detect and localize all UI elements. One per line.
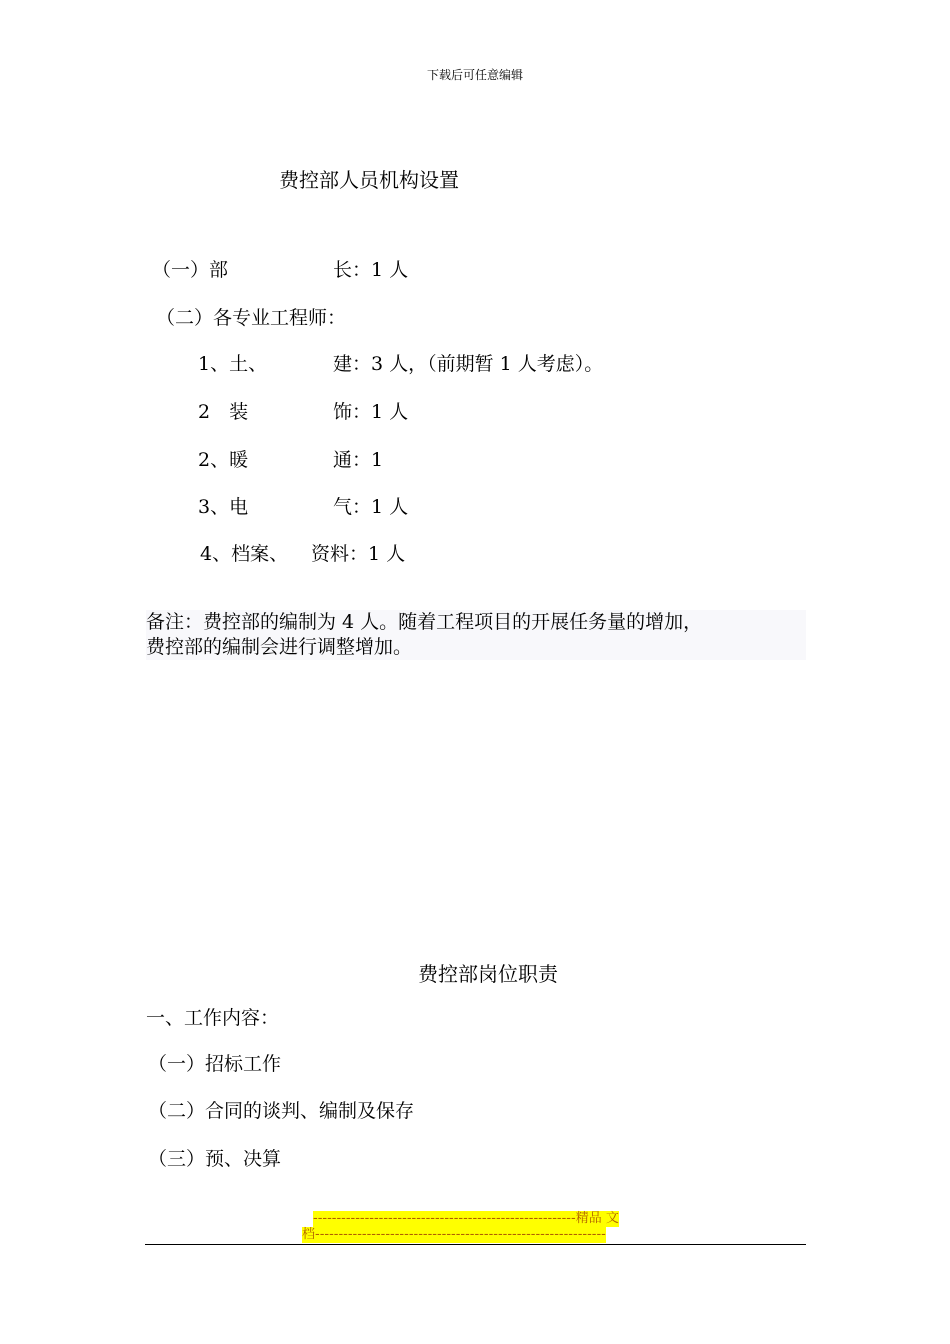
row-director-value: 长：1 人 <box>333 259 409 281</box>
item-electrical-value: 气：1 人 <box>333 496 409 518</box>
remark-line-1: 备注：费控部的编制为 4 人。随着工程项目的开展任务量的增加， <box>146 611 703 633</box>
section-title-duties: 费控部岗位职责 <box>418 962 558 986</box>
footer-watermark-line-2: 档-------------------------------------------------------------- <box>302 1227 606 1242</box>
duties-heading: 一、工作内容： <box>146 1007 280 1029</box>
duty-item-contracts: （二）合同的谈判、编制及保存 <box>148 1100 415 1122</box>
row-director-label: （一）部 <box>152 259 229 281</box>
remark-line-2: 费控部的编制会进行调整增加。 <box>146 636 413 658</box>
item-hvac-label: 2、暖 <box>198 449 249 471</box>
item-archives-label: 4、档案、 <box>200 543 289 565</box>
item-civil-value: 建：3 人，（前期暂 1 人考虑）。 <box>333 353 604 375</box>
item-archives-value: 资料：1 人 <box>311 543 406 565</box>
remark-block <box>146 610 806 660</box>
item-hvac-value: 通：1 <box>333 449 384 471</box>
item-civil-label: 1、土、 <box>198 353 268 375</box>
footer-watermark-line-1: --------------------------------------------------------精品 文 <box>313 1211 619 1226</box>
item-electrical-label: 3、电 <box>198 496 249 518</box>
duty-item-bidding: （一）招标工作 <box>148 1053 282 1075</box>
section-title-organization: 费控部人员机构设置 <box>279 168 459 192</box>
page-header-note: 下载后可任意编辑 <box>426 68 523 82</box>
duty-item-budget: （三）预、决算 <box>148 1148 282 1170</box>
item-decoration-label: 2 装 <box>198 401 249 423</box>
footer-rule <box>145 1244 806 1245</box>
item-decoration-value: 饰：1 人 <box>333 401 409 423</box>
row-engineers-heading: （二）各专业工程师： <box>156 307 347 329</box>
